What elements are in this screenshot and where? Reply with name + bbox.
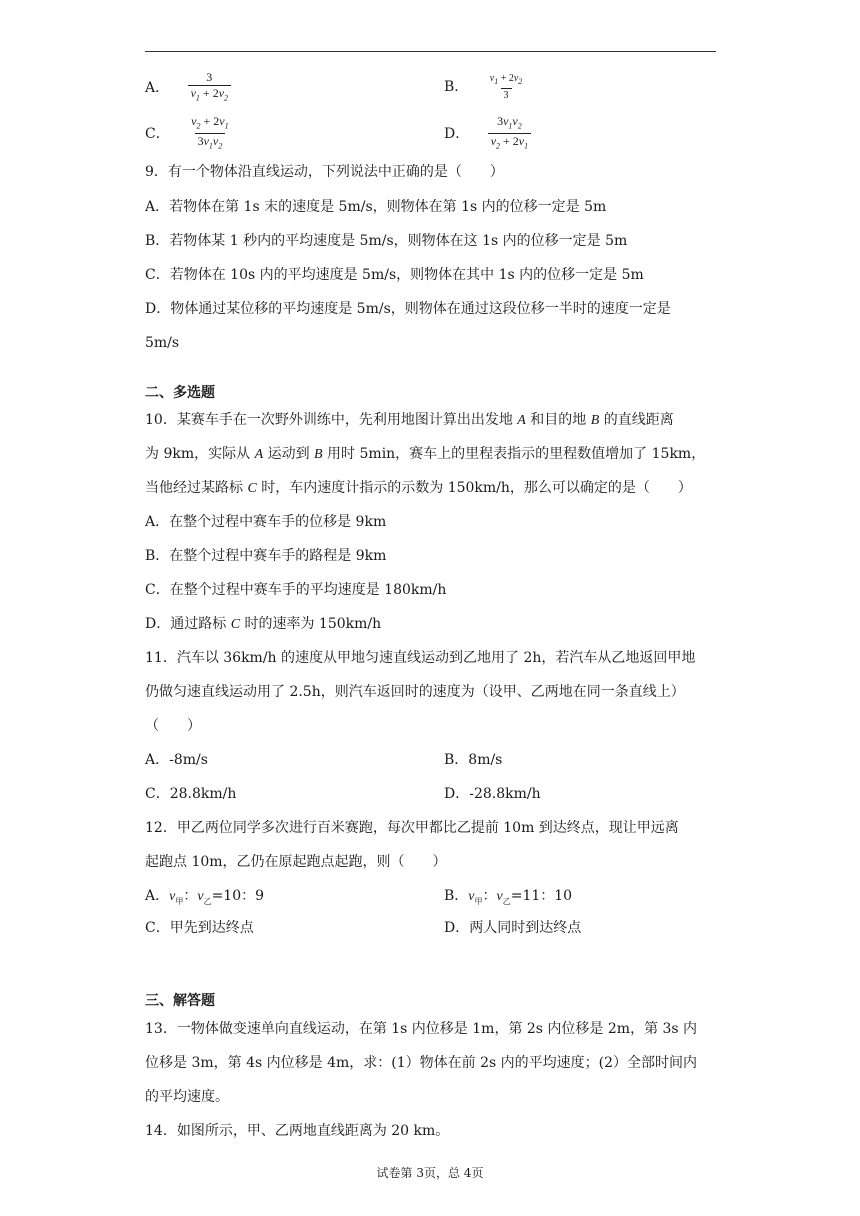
fraction-numerator: $v_2 + 2v_1$ xyxy=(191,114,229,131)
q11-stem-line2: 仍做匀速直线运动用了 2.5h，则汽车返回时的速度为（设甲、乙两地在同一条直线上） xyxy=(145,684,685,700)
q10-option-b: B．在整个过程中赛车手的路程是 9km xyxy=(145,548,387,564)
q9-option-c: C．若物体在 10s 内的平均速度是 5m/s，则物体在其中 1s 内的位移一定是 5m xyxy=(145,267,644,283)
option-label: C． xyxy=(145,125,170,142)
q8-option-a xyxy=(145,70,231,105)
fraction-numerator: $3v_1v_2$ xyxy=(497,114,522,131)
q8-option-d xyxy=(444,114,531,154)
q9-option-d: D．物体通过某位移的平均速度是 5m/s，则物体在通过这段位移一半时的速度一定是 xyxy=(145,301,671,317)
fraction-numerator: $v_1 + 2v_2$ xyxy=(489,73,523,86)
header-rule xyxy=(145,51,716,52)
option-label: B． xyxy=(444,79,469,95)
q14-stem-line1: 14．如图所示，甲、乙两地直线距离为 20 km。 xyxy=(145,1123,450,1139)
q10-stem-line3: 当他经过某路标 C 时，车内速度计指示的示数为 150km/h，那么可以确定的是（ ） xyxy=(145,480,692,496)
q12-stem-line2: 起跑点 10m，乙仍在原起跑点起跑，则（ ） xyxy=(145,854,447,870)
q8-option-c xyxy=(145,114,232,154)
fraction xyxy=(188,70,231,105)
fraction-denominator: $3v_1v_2$ xyxy=(195,133,226,153)
section-heading-answer: 三、解答题 xyxy=(145,993,215,1009)
q12-stem-line1: 12．甲乙两位同学多次进行百米赛跑，每次甲都比乙提前 10m 到达终点，现让甲远离 xyxy=(145,820,679,836)
q11-option-a: A．-8m/s xyxy=(145,752,208,768)
q12-option-a: A．$v_甲$：$v_乙=10$：9 xyxy=(145,888,265,906)
fraction-numerator: 3 xyxy=(206,70,213,84)
q9-option-d-cont: 5m/s xyxy=(145,335,180,351)
q9-stem: 9．有一个物体沿直线运动，下列说法中正确的是（ ） xyxy=(145,164,504,180)
q11-option-d: D．-28.8km/h xyxy=(444,786,541,802)
q10-stem-line1: 10．某赛车手在一次野外训练中，先利用地图计算出出发地 A 和目的地 B 的直线距离 xyxy=(145,412,674,428)
fraction-denominator: $v_2 + 2v_1$ xyxy=(488,133,531,153)
q11-option-c: C．28.8km/h xyxy=(145,786,237,802)
q10-option-a: A．在整个过程中赛车手的位移是 9km xyxy=(145,514,387,530)
fraction xyxy=(188,114,231,154)
q13-stem-line2: 位移是 3m，第 4s 内位移是 4m，求：(1）物体在前 2s 内的平均速度；(2）全部时间内 xyxy=(145,1055,697,1071)
option-label: D． xyxy=(444,125,470,142)
fraction xyxy=(487,72,526,102)
q11-stem-line1: 11．汽车以 36km/h 的速度从甲地匀速直线运动到乙地用了 2h，若汽车从乙地返回甲地 xyxy=(145,650,696,666)
q10-option-d: D．通过路标 C 时的速率为 150km/h xyxy=(145,616,382,632)
q8-option-b xyxy=(444,72,525,102)
fraction-denominator: $v_1 + 2v_2$ xyxy=(188,85,231,105)
q9-option-a: A．若物体在第 1s 末的速度是 5m/s，则物体在第 1s 内的位移一定是 5m xyxy=(145,199,607,215)
q12-option-d: D．两人同时到达终点 xyxy=(444,920,582,936)
q10-option-c: C．在整个过程中赛车手的平均速度是 180km/h xyxy=(145,582,447,598)
fraction xyxy=(488,114,531,154)
q12-option-b: B．$v_甲$：$v_乙=11$：10 xyxy=(444,888,573,906)
fraction-denominator: 3 xyxy=(501,88,512,102)
q11-option-b: B．8m/s xyxy=(444,752,503,768)
q13-stem-line3: 的平均速度。 xyxy=(145,1089,229,1105)
q9-option-b: B．若物体某 1 秒内的平均速度是 5m/s，则物体在这 1s 内的位移一定是 5m xyxy=(145,233,628,249)
section-heading-multi: 二、多选题 xyxy=(145,385,215,401)
q12-option-c: C．甲先到达终点 xyxy=(145,920,254,936)
q11-stem-line3: （ ） xyxy=(145,718,201,734)
page-footer: 试卷第 3页，总 4页 xyxy=(376,1166,484,1180)
q13-stem-line1: 13．一物体做变速单向直线运动，在第 1s 内位移是 1m，第 2s 内位移是 2m，第 3s 内 xyxy=(145,1021,698,1037)
q10-stem-line2: 为 9km，实际从 A 运动到 B 用时 5min，赛车上的里程表指示的里程数值增加了 15km， xyxy=(145,446,706,462)
option-label: A． xyxy=(145,79,170,96)
